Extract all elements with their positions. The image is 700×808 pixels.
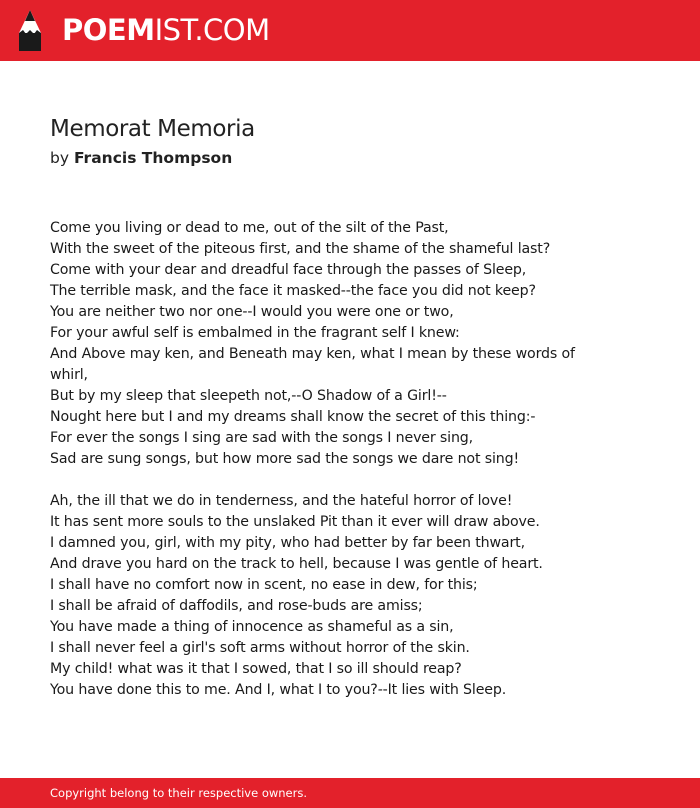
- site-logo-text[interactable]: [62, 12, 270, 48]
- copyright-text: Copyright belong to their respective owners.: [50, 786, 308, 800]
- byline: [50, 149, 232, 167]
- poem-line: I damned you, girl, with my pity, who had better by far been thwart,: [50, 535, 525, 551]
- poem-line: And drave you hard on the track to hell, because I was gentle of heart.: [50, 556, 543, 572]
- site-header: [0, 0, 700, 61]
- poem-line: I shall never feel a girl's soft arms without horror of the skin.: [50, 640, 470, 656]
- site-footer: [0, 778, 700, 808]
- poem-line: Sad are sung songs, but how more sad the songs we dare not sing!: [50, 451, 519, 467]
- poem-line: For your awful self is embalmed in the fragrant self I knew:: [50, 325, 460, 341]
- stanza-2: [50, 491, 580, 701]
- poem-line: Come you living or dead to me, out of the silt of the Past,: [50, 220, 449, 236]
- pencil-tip-icon[interactable]: [17, 9, 43, 53]
- logo-bold-part: POEM: [62, 13, 155, 47]
- poem-line: Come with your dear and dreadful face through the passes of Sleep,: [50, 262, 527, 278]
- poem-title: Memorat Memoria: [50, 116, 255, 142]
- poem-line: I shall be afraid of daffodils, and rose-buds are amiss;: [50, 598, 423, 614]
- poem-line: Ah, the ill that we do in tenderness, and the hateful horror of love!: [50, 493, 513, 509]
- author-name: Francis Thompson: [73, 149, 233, 167]
- stanza-1: [50, 218, 580, 470]
- poem-line: And Above may ken, and Beneath may ken, what I mean by these words of whirl,: [50, 346, 575, 383]
- poem-line: Nought here but I and my dreams shall know the secret of this thing:-: [50, 409, 536, 425]
- poem-line: For ever the songs I sing are sad with the songs I never sing,: [50, 430, 474, 446]
- poem-line: You are neither two nor one--I would you were one or two,: [50, 304, 454, 320]
- poem-line: With the sweet of the piteous first, and the shame of the shameful last?: [50, 241, 551, 257]
- poem-line: It has sent more souls to the unslaked Pit than it ever will draw above.: [50, 514, 540, 530]
- poem-line: You have made a thing of innocence as shameful as a sin,: [50, 619, 454, 635]
- poem-line: The terrible mask, and the face it masked--the face you did not keep?: [50, 283, 536, 299]
- poem-body: [50, 218, 580, 722]
- by-label: by: [50, 149, 70, 167]
- poem-line: But by my sleep that sleepeth not,--O Shadow of a Girl!--: [50, 388, 447, 404]
- poem-line: My child! what was it that I sowed, that I so ill should reap?: [50, 661, 462, 677]
- logo-light-part: IST.COM: [154, 13, 270, 47]
- poem-line: I shall have no comfort now in scent, no ease in dew, for this;: [50, 577, 478, 593]
- poem-line: You have done this to me. And I, what I to you?--It lies with Sleep.: [50, 682, 507, 698]
